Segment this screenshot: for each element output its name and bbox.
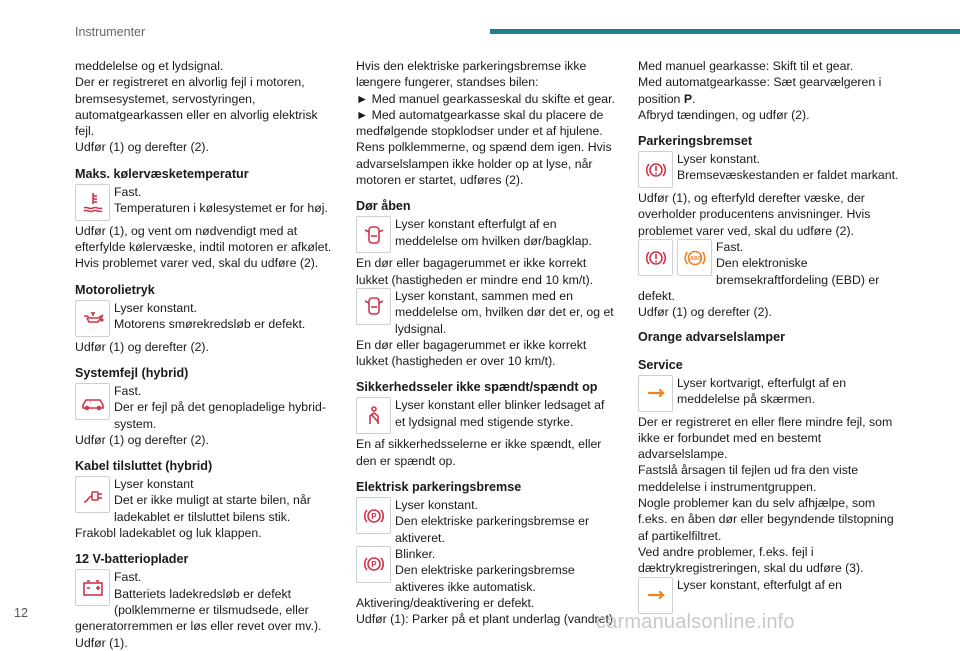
paragraph: Nogle problemer kan du selv afhjælpe, som f.eks. en åben dør eller begyndende tilstopning af partikelfiltret.	[638, 496, 894, 543]
paragraph: ► Med manuel gearkasseskal du skifte et gear.	[356, 91, 615, 106]
status-text: Fast.	[114, 570, 142, 585]
hybrid-system-icon	[75, 383, 110, 420]
wrench-icon	[638, 375, 673, 412]
paragraph: Hvis problemet varer ved, skal du udføre (2).	[75, 256, 319, 271]
paragraph	[638, 74, 900, 107]
paragraph: Fastslå årsagen til fejlen ud fra den viste meddelelse i instrumentgruppen.	[638, 463, 859, 494]
status-text: Lyser konstant, efterfulgt af en	[677, 577, 842, 592]
warning-entry	[356, 288, 618, 337]
column-1	[75, 58, 337, 651]
paragraph: Hvis den elektriske parkeringsbremse ikke længere fungerer, standses bilen:	[356, 59, 587, 90]
description: Det er ikke muligt at starte bilen, når ladekablet er tilsluttet bilens stik.	[114, 493, 311, 524]
paragraph: Frakobl ladekablet og luk klappen.	[75, 526, 262, 541]
heading-system-fault: Systemfejl (hybrid)	[75, 365, 189, 380]
section-header: Instrumenter	[75, 25, 146, 39]
brake-warning-icon	[638, 151, 673, 188]
svg-text:P: P	[370, 511, 377, 521]
status-text: Lyser konstant	[114, 477, 194, 492]
warning-entry	[638, 375, 900, 414]
text-bold: P	[683, 91, 693, 106]
status-text: Lyser konstant.	[114, 300, 197, 315]
status-text: Lyser konstant eller blinker ledsaget af et lydsignal med stigende styrke.	[395, 398, 605, 429]
warning-entry	[638, 577, 900, 616]
paragraph: Rens polklemmerne, og spænd dem igen. Hvis advarselslampen ikke holder op at lyse, når motoren er startet, udføres (2).	[356, 140, 612, 188]
status-text: Blinker.	[395, 546, 436, 561]
door-open-icon	[356, 288, 391, 325]
status-text: Lyser konstant.	[395, 498, 478, 513]
warning-entry	[75, 569, 337, 634]
parking-brake-icon	[356, 546, 391, 583]
header-accent-bar	[490, 29, 960, 34]
paragraph: Udfør (1) og derefter (2).	[75, 432, 209, 447]
paragraph: Udfør (1): Parker på et plant underlag (vandret).	[356, 612, 617, 627]
heading-parking-brake: Parkeringsbremset	[638, 134, 753, 149]
paragraph: Udfør (1) og derefter (2).	[75, 339, 209, 354]
status-text: Lyser kortvarigt, efterfulgt af en meddelelse på skærmen.	[677, 375, 847, 406]
paragraph: En dør eller bagagerummet er ikke korrekt lukket (hastigheden er mindre end 10 km/t).	[356, 256, 594, 287]
parking-brake-icon	[356, 497, 391, 534]
paragraph: En dør eller bagagerummet er ikke korrekt lukket (hastigheden er over 10 km/t).	[356, 337, 587, 369]
abs-icon	[677, 239, 712, 276]
description: Temperaturen i kølesystemet er for høj.	[114, 201, 328, 216]
paragraph: Udfør (1) og derefter (2).	[638, 305, 772, 320]
description: Den elektriske parkeringsbremse er aktiveret.	[395, 514, 590, 545]
description: Den elektriske parkeringsbremse aktiveres ikke automatisk.	[395, 563, 575, 594]
svg-text:!: !	[89, 400, 92, 407]
heading-orange-warnings: Orange advarselslamper	[638, 329, 786, 344]
wrench-icon	[638, 577, 673, 614]
status-text: Fast.	[114, 184, 142, 199]
paragraph: Udfør (1), og efterfyld derefter væske, der overholder producentens anvisninger. Hvis problemet varer ved, skal du udføre (2).	[638, 191, 871, 238]
heading-seatbelt: Sikkerhedsseler ikke spændt/spændt op	[356, 380, 598, 395]
heading-max-coolant-temp: Maks. kølervæsketemperatur	[75, 166, 249, 181]
status-text: Lyser konstant efterfulgt af en meddelelse om hvilken dør/bagklap.	[395, 217, 592, 248]
watermark: carmanualsonline.info	[596, 611, 795, 633]
page-number: 12	[14, 606, 28, 620]
text-segment: Med automatgearkasse: Sæt gearvælgeren i position	[638, 75, 882, 106]
paragraph: Med manuel gearkasse: Skift til et gear.	[638, 59, 854, 73]
status-text: Fast.	[716, 240, 744, 255]
coolant-temperature-icon	[75, 184, 110, 221]
heading-12v-charger: 12 V-batterioplader	[75, 552, 189, 567]
battery-icon	[75, 569, 110, 606]
warning-entry	[356, 397, 618, 436]
warning-entry	[75, 300, 337, 339]
warning-entry	[356, 546, 618, 595]
description: Der er fejl på det genopladelige hybrid-system.	[114, 400, 326, 431]
description: Den elektroniske bremsekraftfordeling (EBD) er defekt.	[638, 256, 880, 303]
svg-text:ABS: ABS	[689, 255, 702, 262]
warning-entry	[75, 476, 337, 525]
heading-oil-pressure: Motorolietryk	[75, 282, 155, 297]
paragraph: Udfør (1), og vent om nødvendigt med at efterfylde kølervæske, indtil motoren er afkølet.	[75, 223, 332, 255]
column-2	[356, 58, 618, 627]
status-text: Fast.	[114, 383, 142, 398]
description: Motorens smørekredsløb er defekt.	[114, 316, 306, 331]
warning-entry	[75, 383, 337, 432]
paragraph: Afbryd tændingen, og udfør (2).	[638, 107, 810, 122]
paragraph: Der er registreret en eller flere mindre fejl, som ikke er forbundet med en bestemt advarselslampe.	[638, 414, 893, 462]
status-text: Lyser konstant.	[677, 152, 760, 167]
warning-entry	[356, 216, 618, 255]
paragraph: Udfør (1) og derefter (2).	[75, 140, 209, 155]
paragraph: ► Med automatgearkasse skal du placere de medfølgende stopklodser under et af hjulene.	[356, 107, 604, 139]
heading-door-open: Dør åben	[356, 199, 411, 214]
paragraph: Der er registreret en alvorlig fejl i motoren, bremsesystemet, servostyringen, automatgearkassen eller en alvorlig elektrisk fejl.	[75, 75, 318, 139]
charging-cable-icon	[75, 476, 110, 513]
warning-entry	[75, 184, 337, 223]
heading-electric-parking-brake: Elektrisk parkeringsbremse	[356, 480, 522, 495]
svg-text:P: P	[370, 560, 377, 570]
warning-entry	[638, 239, 900, 304]
warning-entry	[638, 151, 900, 190]
heading-service: Service	[638, 357, 683, 372]
heading-cable-connected: Kabel tilsluttet (hybrid)	[75, 459, 213, 474]
paragraph: En af sikkerhedsselerne er ikke spændt, eller den er spændt op.	[356, 437, 602, 468]
status-text: Lyser konstant, sammen med en meddelelse om, hvilken dør det er, og et lydsignal.	[395, 288, 614, 336]
oil-can-icon	[75, 300, 110, 337]
warning-entry	[356, 497, 618, 546]
door-open-icon	[356, 216, 391, 253]
paragraph: Ved andre problemer, f.eks. fejl i dæktrykregistreringen, skal du udføre (3).	[638, 544, 864, 576]
paragraph: Aktivering/deaktivering er defekt.	[356, 595, 535, 610]
column-3	[638, 58, 900, 616]
seatbelt-icon	[356, 397, 391, 434]
description: Batteriets ladekredsløb er defekt (polklemmerne er tilsmudsede, eller generatorremmen er løs eller revet over mv.).	[75, 586, 322, 634]
paragraph: Udfør (1).	[75, 635, 128, 650]
brake-warning-icon	[638, 239, 673, 276]
paragraph: meddelelse og et lydsignal.	[75, 59, 224, 73]
description: Bremsevæskestanden er faldet markant.	[677, 168, 899, 183]
text-segment: .	[692, 91, 696, 106]
